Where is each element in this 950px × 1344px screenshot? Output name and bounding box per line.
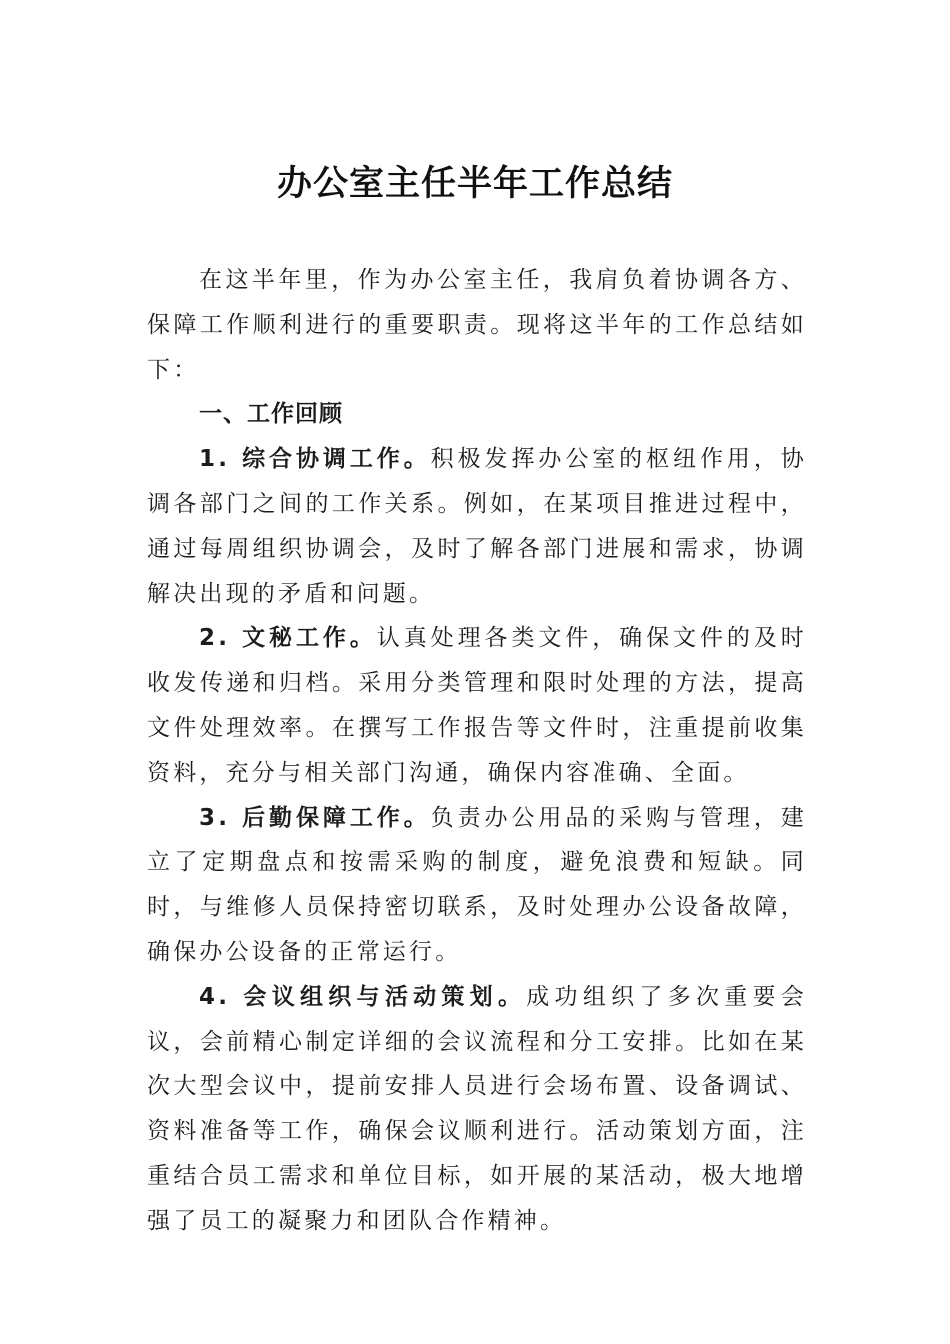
item-lead: 4. 会议组织与活动策划。 — [199, 983, 527, 1010]
item-text: 积极发挥办公室的枢纽作用，协调各部门之间的工作关系。例如，在某项目推进过程中，通过每周组织协调会，及时了解各部门进展和需求，协调解决出现的矛盾和问题。 — [147, 446, 807, 607]
item-text: 成功组织了多次重要会议，会前精心制定详细的会议流程和分工安排。比如在某次大型会议中，提前安排人员进行会场布置、设备调试、资料准备等工作，确保会议顺利进行。活动策划方面，注重结合员工需求和单位目标，如开展的某活动，极大地增强了员工的凝聚力和团队合作精神。 — [147, 983, 808, 1234]
item-text: 认真处理各类文件，确保文件的及时收发传递和归档。采用分类管理和限时处理的方法，提高文件处理效率。在撰写工作报告等文件时，注重提前收集资料，充分与相关部门沟通，确保内容准确、全面。 — [147, 625, 807, 786]
item-text: 负责办公用品的采购与管理，建立了定期盘点和按需采购的制度，避免浪费和短缺。同时，与维修人员保持密切联系，及时处理办公设备故障，确保办公设备的正常运行。 — [147, 804, 807, 965]
item-lead: 2. 文秘工作。 — [199, 625, 377, 652]
item-paragraph-2 — [147, 616, 807, 795]
item-lead: 1. 综合协调工作。 — [199, 446, 431, 473]
item-paragraph-3 — [147, 796, 807, 975]
item-paragraph-1 — [147, 437, 807, 616]
document-title: 办公室主任半年工作总结 — [276, 163, 673, 204]
intro-paragraph: 在这半年里，作为办公室主任，我肩负着协调各方、保障工作顺利进行的重要职责。现将这半年的工作总结如下： — [147, 267, 807, 383]
document-body — [147, 258, 807, 1244]
section-heading: 一、工作回顾 — [199, 401, 343, 428]
item-paragraph-4 — [147, 975, 807, 1244]
item-lead: 3. 后勤保障工作。 — [199, 804, 431, 831]
